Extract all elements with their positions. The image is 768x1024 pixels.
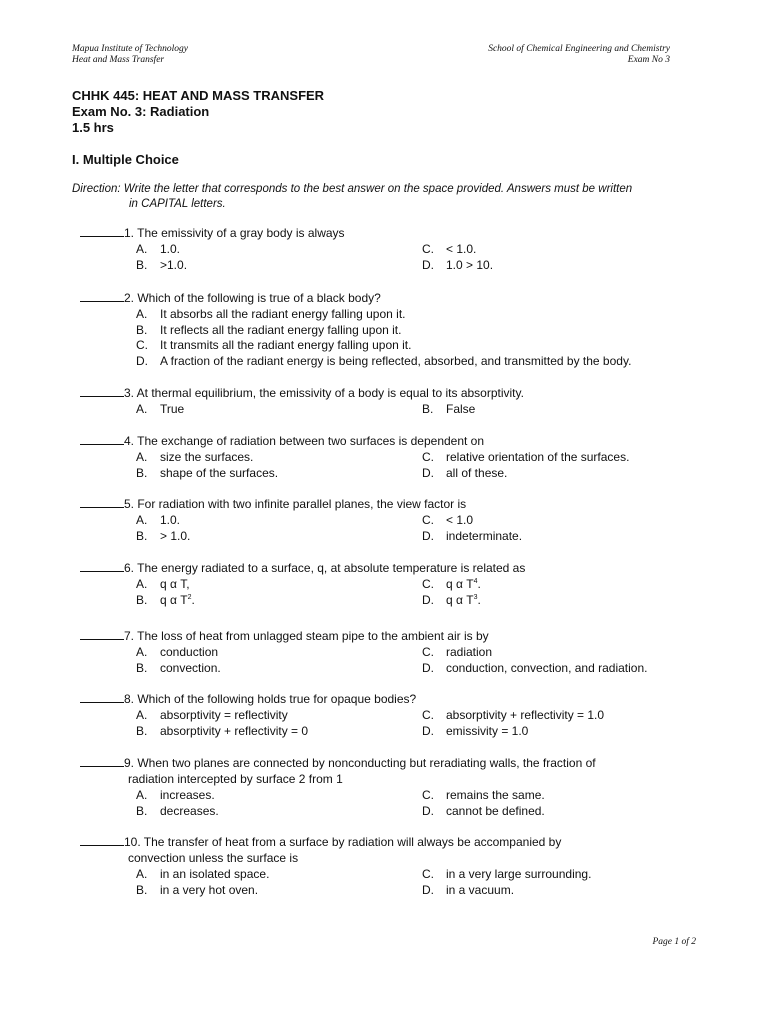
option-b: B. decreases. [136, 803, 219, 818]
school-name: School of Chemical Engineering and Chemistry [488, 44, 670, 54]
question-stem: 7. The loss of heat from unlagged steam pipe to the ambient air is by [124, 629, 489, 643]
option-a: A. 1.0. [136, 241, 181, 256]
option-b: B. False [422, 401, 476, 416]
question-4 [80, 433, 720, 482]
header-right [488, 44, 670, 66]
institution-name: Mapua Institute of Technology [72, 44, 189, 54]
question-stem: 6. The energy radiated to a surface, q, at absolute temperature is related as [124, 561, 526, 575]
option-a: A. conduction [136, 644, 219, 659]
option-d: D. 1.0 > 10. [422, 257, 494, 272]
question-stem: 5. For radiation with two infinite parallel planes, the view factor is [124, 497, 467, 511]
option-b: B. >1.0. [136, 257, 188, 272]
question-stem-continued: convection unless the surface is [128, 850, 299, 865]
answer-blank-8[interactable] [80, 691, 124, 703]
option-b: B. q α $T^2$. [136, 592, 195, 607]
exam-duration: 1.5 hrs [72, 120, 114, 135]
option-b: B. shape of the surfaces. [136, 465, 279, 480]
answer-blank-2[interactable] [80, 290, 124, 302]
answer-blank-6[interactable] [80, 560, 124, 572]
option-b: B. > 1.0. [136, 528, 191, 543]
exam-title: Exam No. 3: Radiation [72, 104, 210, 119]
option-b: B. convection. [136, 660, 221, 675]
question-stem-continued: radiation intercepted by surface 2 from 1 [128, 771, 343, 786]
answer-blank-10[interactable] [80, 834, 124, 846]
header-left [72, 44, 188, 66]
question-stem: 10. The transfer of heat from a surface by radiation will always be accompanied by [124, 835, 562, 849]
direction-line-1: Direction: Write the letter that corresponds to the best answer on the space provided. Answers must be written [72, 183, 633, 195]
option-a: A. It absorbs all the radiant energy falling upon it. [136, 306, 406, 321]
page-number: Page 1 of 2 [652, 937, 696, 947]
question-9 [80, 755, 720, 820]
answer-blank-5[interactable] [80, 496, 124, 508]
section-heading: I. Multiple Choice [72, 152, 179, 167]
question-5 [80, 496, 720, 545]
option-c: C. < 1.0 [422, 512, 474, 527]
question-3 [80, 385, 720, 418]
option-b: B. in a very hot oven. [136, 882, 259, 897]
option-c: C. absorptivity + reflectivity = 1.0 [422, 707, 605, 722]
answer-blank-1[interactable] [80, 225, 124, 237]
option-a: A. size the surfaces. [136, 449, 254, 464]
option-d: D. in a vacuum. [422, 882, 515, 897]
question-stem: 9. When two planes are connected by nonconducting but reradiating walls, the fraction of [124, 756, 596, 770]
option-a: A. increases. [136, 787, 215, 802]
option-d: D. A fraction of the radiant energy is being reflected, absorbed, and transmitted by the body. [136, 354, 632, 369]
question-stem: 1. The emissivity of a gray body is always [124, 226, 345, 240]
option-c: C. remains the same. [422, 787, 545, 802]
question-10 [80, 834, 720, 899]
option-c: C. < 1.0. [422, 241, 477, 256]
title-block [72, 88, 324, 136]
course-title: CHHK 445: HEAT AND MASS TRANSFER [72, 88, 325, 103]
option-a: A. q α T, [136, 576, 190, 591]
question-7 [80, 628, 720, 677]
option-d: D. emissivity = 1.0 [422, 723, 529, 738]
option-a: A. in an isolated space. [136, 866, 270, 881]
question-stem: 4. The exchange of radiation between two surfaces is dependent on [124, 434, 485, 448]
question-8 [80, 691, 720, 740]
option-a: A. absorptivity = reflectivity [136, 707, 288, 722]
question-6 [80, 560, 720, 609]
option-a: A. True [136, 401, 185, 416]
direction-line-2: in CAPITAL letters. [129, 198, 226, 210]
question-stem: 3. At thermal equilibrium, the emissivity of a body is equal to its absorptivity. [124, 386, 524, 400]
option-b: B. absorptivity + reflectivity = 0 [136, 723, 309, 738]
answer-blank-7[interactable] [80, 628, 124, 640]
option-b: B. It reflects all the radiant energy falling upon it. [136, 322, 402, 337]
option-d: D. cannot be defined. [422, 803, 545, 818]
answer-blank-3[interactable] [80, 385, 124, 397]
question-2 [80, 290, 720, 370]
directions [72, 182, 692, 212]
answer-blank-9[interactable] [80, 755, 124, 767]
option-d: D. indeterminate. [422, 528, 523, 543]
option-c: C. q α $T^4$. [422, 576, 481, 591]
option-a: A. 1.0. [136, 512, 181, 527]
option-d: D. q α $T^3$. [422, 592, 481, 607]
option-c: C. It transmits all the radiant energy falling upon it. [136, 338, 412, 353]
question-1 [80, 225, 720, 274]
option-c: C. radiation [422, 644, 493, 659]
option-c: C. relative orientation of the surfaces. [422, 449, 630, 464]
question-stem: 8. Which of the following holds true for opaque bodies? [124, 692, 417, 706]
option-d: D. conduction, convection, and radiation. [422, 660, 648, 675]
question-stem: 2. Which of the following is true of a black body? [124, 291, 381, 305]
option-c: C. in a very large surrounding. [422, 866, 592, 881]
answer-blank-4[interactable] [80, 433, 124, 445]
exam-number: Exam No 3 [627, 55, 670, 65]
course-subtitle: Heat and Mass Transfer [72, 55, 165, 65]
option-d: D. all of these. [422, 465, 508, 480]
